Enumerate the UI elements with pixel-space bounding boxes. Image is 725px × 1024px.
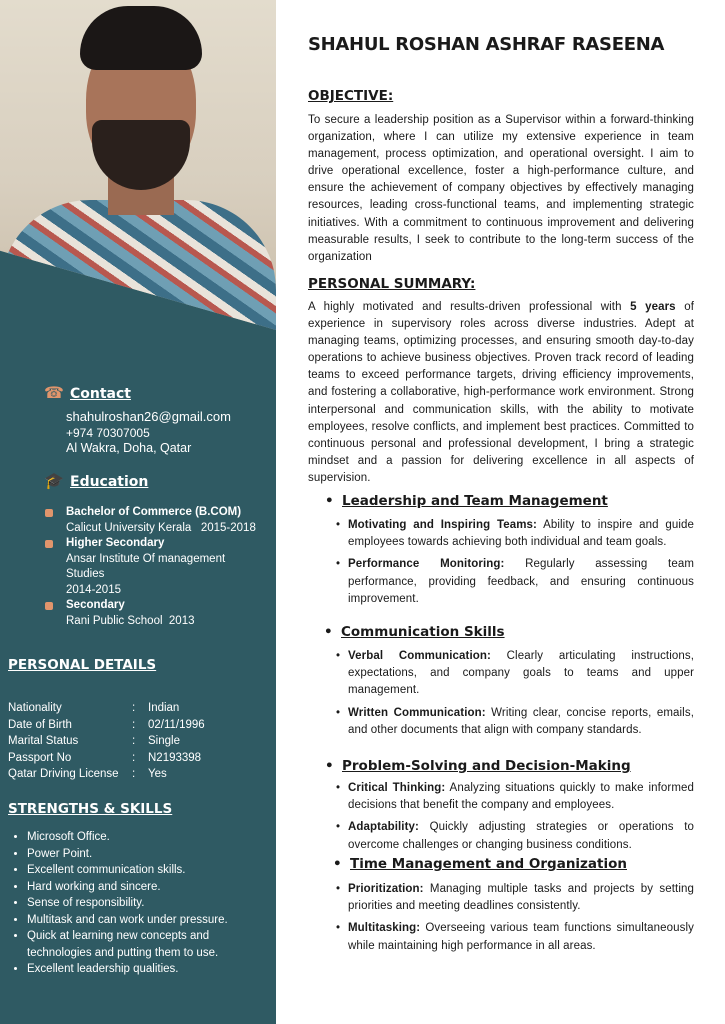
- education-degree: Secondary: [66, 599, 125, 611]
- topic-list: [348, 881, 694, 960]
- candidate-name: SHAHUL ROSHAN ASHRAF RASEENA: [308, 34, 665, 55]
- education-degree: Bachelor of Commerce (B.COM): [66, 506, 242, 518]
- skill-item: • Quick at learning new concepts and technologies and putting them to use.: [27, 928, 270, 961]
- detail-value: Yes: [148, 768, 167, 780]
- topic-item: • Critical Thinking: Analyzing situations quickly to make informed decisions that benefit the company and employees.: [348, 780, 694, 814]
- detail-value: Single: [148, 735, 180, 747]
- detail-colon: :: [132, 735, 136, 747]
- detail-colon: :: [132, 751, 136, 764]
- bullet-icon: [45, 509, 53, 517]
- education-item: [0, 536, 276, 598]
- skill-item: • Power Point.: [27, 846, 270, 863]
- objective-text: To secure a leadership position as a Supervisor within a forward-thinking organization, where I can utilize my extensive experience in team management, process optimization, and operational oversight. I aim to drive operational excellence, foster a high-performance culture, and ensure the achievement of company objectives by effectively managing resources, leading cross-functional teams, and implementing strategic initiatives. With a commitment to continuous improvement and delivering measurable results, I seek to contribute to the long-term success of the organization: [308, 114, 694, 263]
- education-detail: 2014-2015: [66, 583, 121, 596]
- sidebar: [0, 0, 276, 1024]
- education-list: [0, 505, 276, 629]
- profile-photo: [0, 0, 276, 330]
- education-detail: Studies: [66, 568, 105, 580]
- topic-title: • Communication Skills: [341, 624, 505, 640]
- detail-label: Qatar Driving License: [8, 768, 119, 780]
- detail-row: [8, 700, 274, 717]
- education-detail: Calicut University Kerala 2015-2018: [66, 521, 256, 534]
- topic-item: • Written Communication: Writing clear, concise reports, emails, and other documents that align with company standards.: [348, 705, 694, 739]
- detail-row: [8, 733, 274, 750]
- summary-title: PERSONAL SUMMARY:: [308, 276, 476, 292]
- topic-item: • Performance Monitoring: Regularly assessing team performance, providing feedback, and ensuring continuous improvement.: [348, 556, 694, 608]
- strengths-section: [8, 801, 270, 978]
- detail-colon: :: [132, 702, 136, 714]
- education-detail: Rani Public School 2013: [66, 614, 195, 627]
- skill-item: • Sense of responsibility.: [27, 895, 270, 912]
- bullet-icon: [45, 602, 53, 610]
- education-section: [44, 472, 274, 492]
- skill-item: • Excellent communication skills.: [27, 862, 270, 879]
- skill-item: • Excellent leadership qualities.: [27, 961, 270, 978]
- contact-address: Al Wakra, Doha, Qatar: [66, 441, 192, 455]
- topic-item: • Motivating and Inspiring Teams: Ability to inspire and guide employees towards achieving both individual and team goals.: [348, 517, 694, 551]
- skill-item: • Multitask and can work under pressure.: [27, 912, 270, 929]
- detail-label: Nationality: [8, 702, 62, 714]
- personal-details-title: PERSONAL DETAILS: [8, 657, 157, 673]
- contact-section: [44, 384, 274, 456]
- phone-icon: ☎: [44, 385, 64, 402]
- personal-details-section: [8, 657, 274, 783]
- strengths-title: STRENGTHS & SKILLS: [8, 801, 173, 817]
- detail-colon: :: [132, 768, 136, 780]
- detail-label: Date of Birth: [8, 718, 72, 731]
- summary-text: A highly motivated and results-driven professional with 5 years of experience in supervisory roles across diverse industries. Adept at managing teams, optimizing processes, and ensuring smooth day-to-day operations to achieve business objectives. Proven track record of leading teams to exceed performance targets, driving efficiency improvements, and fostering a collaborative, high-performance work environment. Strong interpersonal and communication skills, with the ability to motivate employees, resolve conflicts, and implement best practices. Committed to continuous personal and professional development, I bring a strategic mindset and a passion for delivering excellence in all aspects of supervision.: [308, 301, 694, 484]
- detail-label: Passport No: [8, 751, 72, 764]
- detail-value: N2193398: [148, 751, 202, 764]
- detail-row: [8, 766, 274, 783]
- topic-title: • Problem-Solving and Decision-Making: [342, 758, 631, 774]
- summary-years: 5 years: [630, 301, 676, 313]
- bullet-icon: [45, 540, 53, 548]
- detail-row: [8, 750, 274, 767]
- education-degree: Higher Secondary: [66, 537, 165, 549]
- topic-list: [348, 780, 694, 859]
- topic-item: • Adaptability: Quickly adjusting strategies or operations to overcome challenges or changing business conditions.: [348, 819, 694, 853]
- topic-item: • Multitasking: Overseeing various team functions simultaneously while maintaining high performance in all areas.: [348, 920, 694, 954]
- contact-email[interactable]: shahulroshan26@gmail.com: [66, 409, 231, 424]
- contact-phone[interactable]: +974 70307005: [66, 426, 150, 440]
- detail-colon: :: [132, 718, 136, 731]
- education-item: [0, 505, 276, 536]
- skill-item: • Microsoft Office.: [27, 829, 270, 846]
- objective-title: OBJECTIVE:: [308, 88, 394, 104]
- topic-list: [348, 517, 694, 613]
- detail-row: [8, 717, 274, 734]
- topic-title: • Time Management and Organization: [350, 856, 627, 872]
- topic-item: • Verbal Communication: Clearly articulating instructions, expectations, and company goals to teams and upper management.: [348, 648, 694, 700]
- topic-item: • Prioritization: Managing multiple tasks and projects by setting priorities and meeting deadlines consistently.: [348, 881, 694, 915]
- skill-item: • Hard working and sincere.: [27, 879, 270, 896]
- graduation-cap-icon: 🎓: [44, 473, 64, 490]
- education-item: [0, 598, 276, 629]
- detail-label: Marital Status: [8, 735, 79, 747]
- education-title: Education: [70, 474, 149, 490]
- detail-value: 02/11/1996: [148, 718, 205, 731]
- topic-list: [348, 648, 694, 744]
- detail-value: Indian: [148, 702, 180, 714]
- topic-title: • Leadership and Team Management: [342, 493, 608, 509]
- contact-title: Contact: [70, 386, 131, 402]
- education-detail: Ansar Institute Of management: [66, 552, 226, 565]
